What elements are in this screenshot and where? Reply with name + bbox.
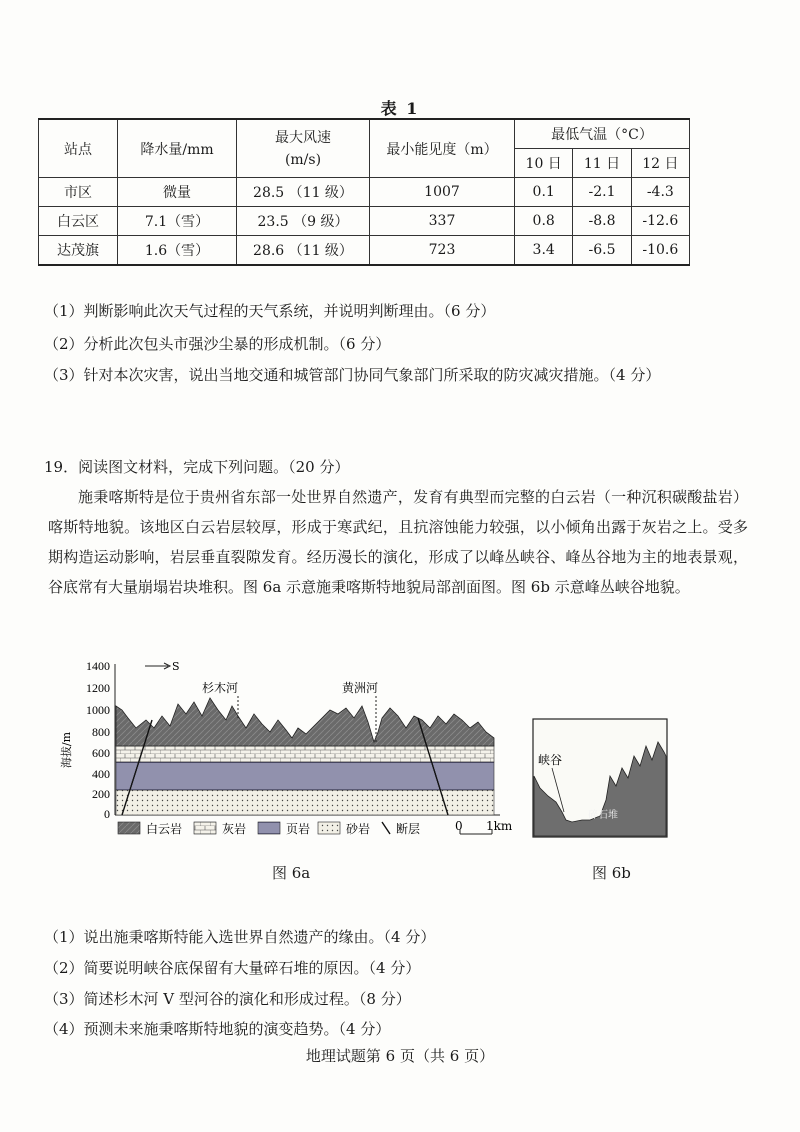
header-wind-label: 最大风速 <box>275 129 331 146</box>
q19-sub1: （1）说出施秉喀斯特能入选世界自然遗产的缘由。（4 分） <box>44 928 436 946</box>
river-label-shanmu: 杉木河 <box>201 681 239 695</box>
legend-dolomite: 白云岩 <box>146 822 183 836</box>
y-tick: 1400 <box>86 659 110 673</box>
table-cell: 28.5 （11 级） <box>237 178 370 207</box>
q18-sub2: （2）分析此次包头市强沙尘暴的形成机制。（6 分） <box>44 335 391 353</box>
y-tick: 600 <box>92 746 110 760</box>
y-tick: 800 <box>92 725 110 739</box>
header-station: 站点 <box>39 119 118 178</box>
scale-zero: 0 <box>455 819 463 833</box>
scale-bar <box>455 819 513 834</box>
y-tick: 400 <box>92 767 110 781</box>
header-precip: 降水量/mm <box>118 119 237 178</box>
y-tick: 1000 <box>86 703 110 717</box>
table-cell: 微量 <box>118 178 237 207</box>
table-title: 表 1 <box>380 99 420 118</box>
table-cell: 3.4 <box>515 236 573 266</box>
table-cell: -12.6 <box>631 207 689 236</box>
table-cell: -6.5 <box>573 236 631 266</box>
table-cell: 337 <box>370 207 515 236</box>
table-cell: 达茂旗 <box>39 236 118 266</box>
legend-shale: 页岩 <box>286 822 311 836</box>
q19-paragraph: 施秉喀斯特是位于贵州省东部一处世界自然遗产，发育有典型而完整的白云岩（一种沉积碳酸盐岩）喀斯特地貌。该地区白云岩层较厚，形成于寒武纪，且抗溶蚀能力较强，以小倾角出露于灰岩之上。受多期构造运动影响，岩层垂直裂隙发育。经历漫长的演化，形成了以峰丛峡谷、峰丛谷地为主的地表景观，谷底常有大量崩塌岩块堆积。图 6a 示意施秉喀斯特地貌局部剖面图。图 6b 示意峰丛峡谷地貌。 <box>48 488 748 596</box>
table-cell: 28.6 （11 级） <box>237 236 370 266</box>
cross-section <box>116 698 494 815</box>
table-cell: -10.6 <box>631 236 689 266</box>
table-cell: -4.3 <box>631 178 689 207</box>
header-day: 12 日 <box>631 149 689 178</box>
header-visibility: 最小能见度（m） <box>370 119 515 178</box>
y-axis-title: 海拔/m <box>60 731 73 769</box>
y-tick: 200 <box>92 787 110 801</box>
header-day: 11 日 <box>573 149 631 178</box>
caption-6b: 图 6b <box>592 864 631 882</box>
q19-sub2: （2）简要说明峡谷底保留有大量碎石堆的原因。（4 分） <box>44 959 421 977</box>
q19-sub3: （3）简述杉木河 V 型河谷的演化和形成过程。（8 分） <box>44 990 411 1008</box>
table-cell: 723 <box>370 236 515 266</box>
legend-limestone: 灰岩 <box>222 822 247 836</box>
weather-table <box>38 118 690 266</box>
table-row <box>39 207 690 236</box>
q18-sub3: （3）针对本次灾害，说出当地交通和城管部门协同气象部门所采取的防灾减灾措施。（4 分） <box>44 366 661 384</box>
table-cell: 0.8 <box>515 207 573 236</box>
header-temp: 最低气温（°C） <box>515 119 690 149</box>
table-cell: 7.1（雪） <box>118 207 237 236</box>
figure-6b <box>530 716 670 840</box>
legend <box>118 821 420 836</box>
caption-6a: 图 6a <box>272 864 311 882</box>
label-rubble: 碎石堆 <box>588 810 618 821</box>
page-footer: 地理试题第 6 页（共 6 页） <box>305 1047 495 1065</box>
table-cell: 23.5 （9 级） <box>237 207 370 236</box>
y-tick: 0 <box>104 807 110 821</box>
header-day: 10 日 <box>515 149 573 178</box>
label-gorge: 峡谷 <box>538 753 563 767</box>
table-cell: -8.8 <box>573 207 631 236</box>
q18-sub1: （1）判断影响此次天气过程的天气系统，并说明判断理由。（6 分） <box>44 302 496 320</box>
table-cell: -2.1 <box>573 178 631 207</box>
table-row <box>39 236 690 266</box>
table-cell: 市区 <box>39 178 118 207</box>
direction-label: S <box>172 660 180 673</box>
y-tick: 1200 <box>86 681 110 695</box>
river-label-huangzhou: 黄洲河 <box>341 681 379 695</box>
table-cell: 白云区 <box>39 207 118 236</box>
header-wind <box>237 119 370 178</box>
legend-fault: 断层 <box>396 822 421 836</box>
table-cell: 0.1 <box>515 178 573 207</box>
table-row <box>39 178 690 207</box>
q19-sub4: （4）预测未来施秉喀斯特地貌的演变趋势。（4 分） <box>44 1020 391 1038</box>
scale-end: 1km <box>486 819 513 833</box>
table-cell: 1.6（雪） <box>118 236 237 266</box>
figure-6a <box>60 658 520 840</box>
q19-heading: 19．阅读图文材料，完成下列问题。（20 分） <box>44 458 350 476</box>
legend-sandstone: 砂岩 <box>346 822 371 836</box>
table-cell: 1007 <box>370 178 515 207</box>
header-wind-unit: (m/s) <box>284 151 322 168</box>
